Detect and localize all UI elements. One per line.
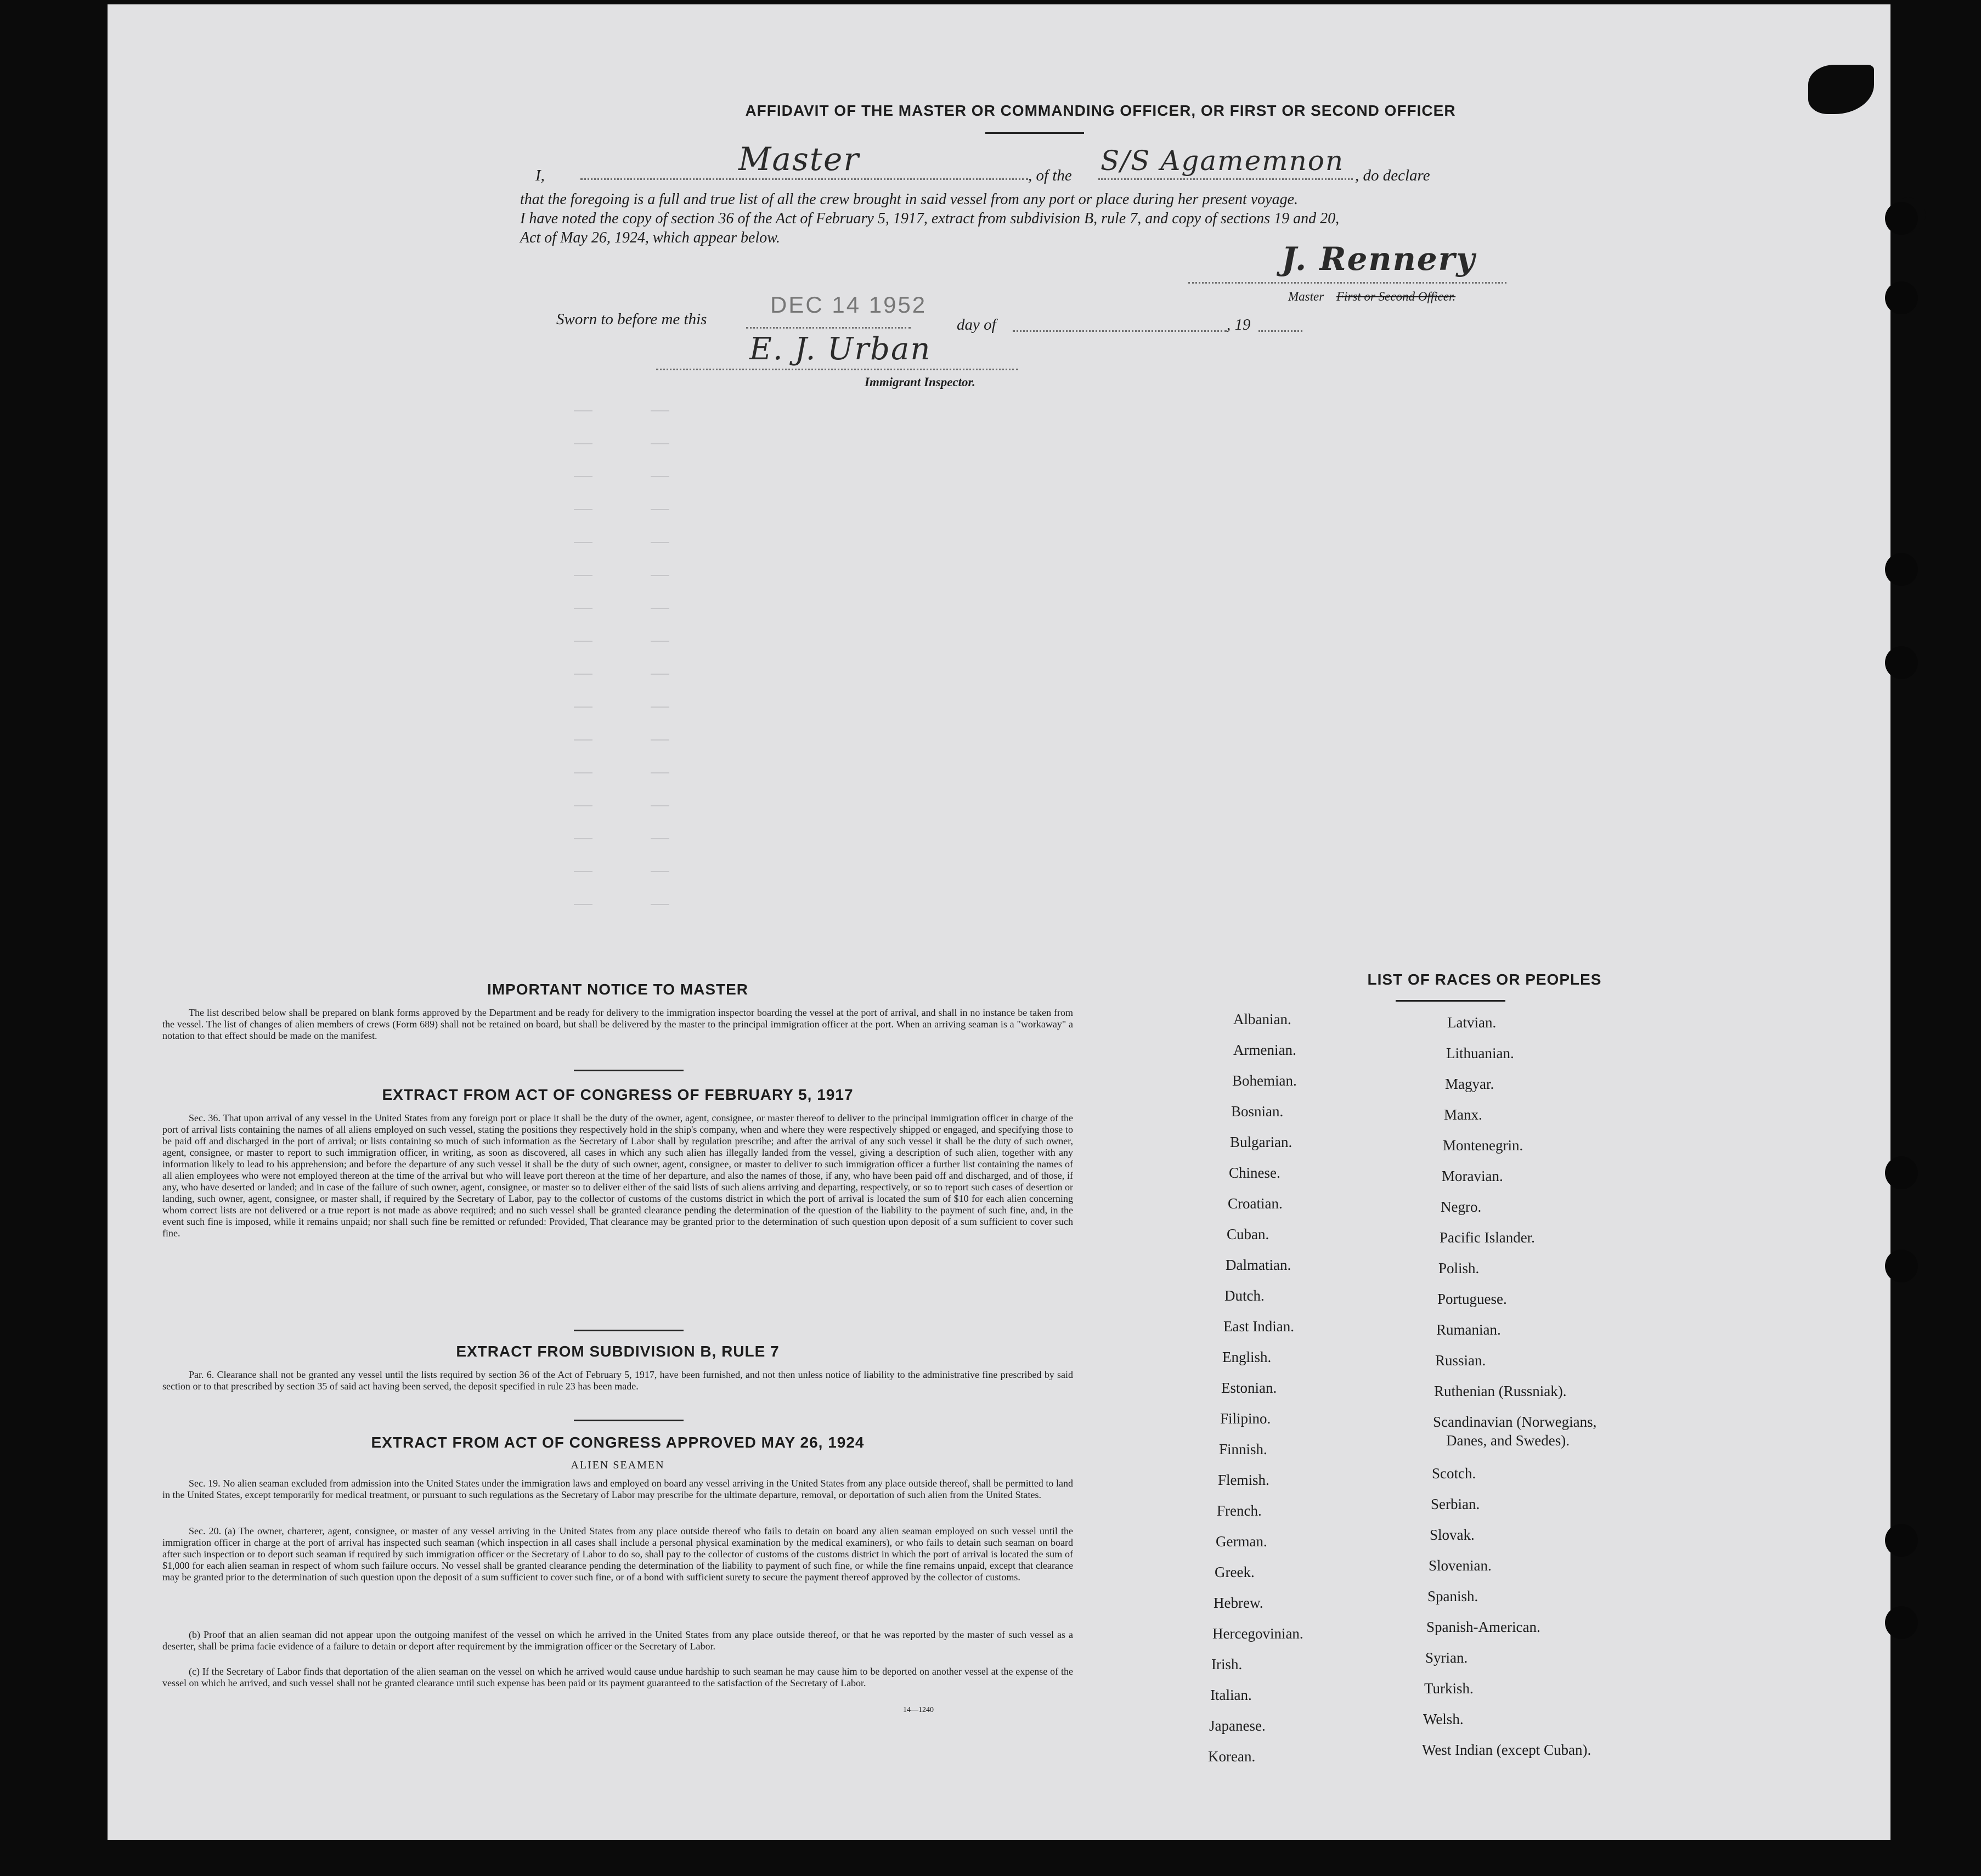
notice-text: The list described below shall be prepared on blank forms approved by the Department and be ready for delivery to the immigration inspector boarding the vessel at the port of arrival, and shall in no instance be taken from the vessel. The list of changes of alien members of crews (Form 689) shall not be retained on board, but shall be delivered by the master to the principal immigration officer at the port. When an arriving seaman is a "workaway" a notation to that effect should be made on the manifest. xyxy=(162,1007,1073,1041)
race-left: German. xyxy=(1216,1533,1267,1550)
affidavit-line3: I have noted the copy of section 36 of the Act of February 5, 1917, extract from subdivision B, rule 7, and copy of sections 19 and 20, xyxy=(520,210,1340,227)
subdivision-rule xyxy=(574,1420,684,1421)
race-left: Finnish. xyxy=(1219,1441,1267,1457)
race-left: Italian. xyxy=(1210,1687,1252,1703)
race-left: Albanian. xyxy=(1233,1011,1291,1027)
sec19-text: Sec. 19. No alien seaman excluded from admission into the United States under the immigration laws and employed on board any vessel arriving in the United States from any place outside thereof, shall be permitted to land in the United States, except temporarily for medical treatment, or pursuant to such regulations as the Secretary of Labor may prescribe for the ultimate departure, removal, or deportation of such alien from the United States. xyxy=(162,1478,1073,1500)
document-page xyxy=(108,4,1890,1840)
sworn-prefix: Sworn to before me this xyxy=(556,310,707,328)
punch-hole xyxy=(1885,1250,1918,1282)
sec20b-text: (b) Proof that an alien seaman did not appear upon the outgoing manifest of the vessel on which he arrived in the United States from any place outside thereof, or that he was reported by the master of such vessel as a deserter, shall be prima facie evidence of a failure to detain or deport after requirement by the immigration officer or the Secretary of Labor. xyxy=(162,1629,1073,1652)
race-right: Russian. xyxy=(1435,1352,1486,1369)
affidavit-line4: Act of May 26, 1924, which appear below. xyxy=(520,229,780,246)
vessel-name-handwritten: S/S Agamemnon xyxy=(1100,145,1345,177)
race-right: Latvian. xyxy=(1447,1014,1497,1031)
extract-1917-rule xyxy=(574,1330,684,1331)
race-right: Ruthenian (Russniak). xyxy=(1434,1383,1567,1399)
sec20a-text: Sec. 20. (a) The owner, charterer, agent, consignee, or master of any vessel arriving in the United States from any place outside thereof who fails to detain on board any alien seaman employed on such vessel until the immigration officer in charge at the port of arrival has inspected such seaman (which inspection in all cases shall include a personal physical examination by the medical examiners), or who fails to detain such seaman on board after such inspection or to deport such seaman if required by such immigration officer or the Secretary of Labor to do so, shall pay to the collector of customs of the customs district in which the port of arrival is located the sum of $1,000 for each alien seaman in respect of whom such failure occurs. No vessel shall be granted clearance pending the determination of the liability to payment of such fine, or while the fine remains unpaid, except that clearance may be granted prior to the determination of such question upon the deposit of a sum sufficient to cover such fine, or of a bond with sufficient surety to secure the payment thereof approved by the collector of customs. xyxy=(162,1525,1073,1583)
punch-hole xyxy=(1885,281,1918,314)
master-signature-line xyxy=(1188,267,1506,284)
race-left: Flemish. xyxy=(1218,1472,1269,1488)
race-left: Cuban. xyxy=(1227,1226,1269,1242)
master-name-handwritten: Master xyxy=(738,140,860,178)
race-left: Filipino. xyxy=(1220,1410,1271,1427)
race-right: Danes, and Swedes). xyxy=(1446,1432,1570,1449)
race-right: Lithuanian. xyxy=(1446,1045,1514,1061)
extract-1917-text: Sec. 36. That upon arrival of any vessel in the United States from any foreign port or place it shall be the duty of the owner, agent, consignee, or master thereof to deliver to the principal immigration officer in charge of the port of arrival lists containing the names of all aliens employed on such vessel, stating the positions they respectively hold in the ship's company, when and where they were respectively shipped or engaged, and specifying those to be paid off and discharged in the port of arrival; or lists containing so much of such information as the Secretary of Labor shall by regulation prescribe; and after the arrival of any such vessel it shall be the duty of such owner, agent, consignee, or master to report to such immigration officer, in writing, as soon as discovered, all cases in which any such alien has illegally landed from the vessel, giving a description of such alien, together with any information likely to lead to his apprehension; and before the departure of any such vessel it shall be the duty of such owner, agent, consignee, or master to deliver to such immigration officer a further list containing the names of all alien employees who were not employed thereon at the time of the arrival but who will leave port thereon at the time of her departure, and also the names of those, if any, who have been paid off and discharged, and of those, if any, who have deserted or landed; and in case of the failure of such owner, agent, consignee, or master so to deliver either of the said lists of such aliens arriving and departing, respectively, or so to report such cases of desertion or landing, such owner, agent, consignee, or master shall, if required by the Secretary of Labor, pay to the collector of customs of the customs district in which the port of arrival is located the sum of $10 for each alien concerning whom correct lists are not delivered or a true report is not made as above required; and no such vessel shall be granted clearance pending the determination of the question of the liability to the payment of such fine, and, in the event such fine is imposed, while it remains unpaid; nor shall such fine be remitted or refunded: Provided, That clearance may be granted prior to the determination of such question upon deposit of a sum sufficient to cover such fine. xyxy=(162,1112,1073,1239)
race-right: Manx. xyxy=(1444,1106,1482,1123)
date-stamp: DEC 14 1952 xyxy=(770,292,927,318)
torn-corner xyxy=(1808,65,1874,114)
races-rule xyxy=(1396,1000,1505,1002)
race-left: Dalmatian. xyxy=(1226,1257,1291,1273)
race-left: Irish. xyxy=(1211,1656,1243,1672)
sworn-year: , 19 xyxy=(1227,316,1251,334)
extract-1924-heading: EXTRACT FROM ACT OF CONGRESS APPROVED MAY 26, 1924 xyxy=(371,1434,865,1451)
race-right: Slovak. xyxy=(1430,1527,1475,1543)
sworn-day-of: day of xyxy=(957,316,996,334)
officer-caption-struck: First or Second Officer. xyxy=(1336,290,1456,303)
race-left: French. xyxy=(1217,1502,1262,1519)
race-left: East Indian. xyxy=(1223,1318,1294,1335)
affidavit-title: AFFIDAVIT OF THE MASTER OR COMMANDING OFFICER, OR FIRST OR SECOND OFFICER xyxy=(745,102,1456,119)
race-right: Magyar. xyxy=(1445,1076,1494,1092)
race-left: Hercegovinian. xyxy=(1212,1625,1303,1642)
race-right: Scandinavian (Norwegians, xyxy=(1433,1414,1597,1430)
race-right: Montenegrin. xyxy=(1443,1137,1523,1154)
race-left: Estonian. xyxy=(1221,1380,1277,1396)
race-right: Rumanian. xyxy=(1436,1321,1501,1338)
inspector-signature: E. J. Urban xyxy=(749,331,932,367)
race-right: Turkish. xyxy=(1424,1680,1474,1697)
title-rule xyxy=(985,132,1084,134)
affidavit-line1-mid: , of the xyxy=(1028,167,1072,184)
master-signature: J. Rennery xyxy=(1282,240,1476,278)
punch-hole xyxy=(1885,553,1918,586)
race-right: Spanish. xyxy=(1427,1588,1478,1604)
bleed-through xyxy=(574,399,1781,981)
race-right: Syrian. xyxy=(1425,1649,1468,1666)
races-heading: LIST OF RACES OR PEOPLES xyxy=(1367,971,1602,988)
punch-hole xyxy=(1885,1156,1918,1189)
race-right: Moravian. xyxy=(1442,1168,1503,1184)
race-left: Bosnian. xyxy=(1231,1103,1284,1120)
race-left: Chinese. xyxy=(1229,1165,1280,1181)
subdivision-text: Par. 6. Clearance shall not be granted any vessel until the lists required by section 36 of the Act of February 5, 1917, have been furnished, and not then unless notice of liability to the administrative fine prescribed by said section or to that prescribed by section 35 of said act having been served, the deposit specified in rule 23 has been made. xyxy=(162,1369,1073,1392)
race-left: English. xyxy=(1222,1349,1272,1365)
race-left: Bulgarian. xyxy=(1230,1134,1293,1150)
affidavit-line1-prefix: I, xyxy=(535,167,545,184)
race-right: Serbian. xyxy=(1431,1496,1480,1512)
notice-heading: IMPORTANT NOTICE TO MASTER xyxy=(487,981,749,998)
race-left: Greek. xyxy=(1215,1564,1255,1580)
race-left: Bohemian. xyxy=(1232,1072,1297,1089)
punch-hole xyxy=(1885,646,1918,679)
notice-rule xyxy=(574,1070,684,1071)
sworn-year-field xyxy=(1258,318,1302,332)
race-right: Portuguese. xyxy=(1437,1291,1507,1307)
sworn-month-field xyxy=(1013,312,1227,332)
race-right: Pacific Islander. xyxy=(1440,1229,1535,1246)
alien-seamen-subheading: ALIEN SEAMEN xyxy=(571,1459,665,1471)
affidavit-line1-suffix: , do declare xyxy=(1355,167,1430,184)
race-right: West Indian (except Cuban). xyxy=(1422,1742,1591,1758)
race-left: Armenian. xyxy=(1233,1042,1296,1058)
punch-hole xyxy=(1885,1524,1918,1557)
race-left: Korean. xyxy=(1208,1748,1256,1765)
race-right: Welsh. xyxy=(1423,1711,1464,1727)
form-number: 14—1240 xyxy=(903,1706,934,1714)
subdivision-heading: EXTRACT FROM SUBDIVISION B, RULE 7 xyxy=(456,1343,780,1360)
master-caption: Master xyxy=(1288,290,1324,303)
race-right: Slovenian. xyxy=(1429,1557,1492,1574)
race-left: Dutch. xyxy=(1224,1287,1265,1304)
race-right: Scotch. xyxy=(1432,1465,1476,1482)
affidavit-line2: that the foregoing is a full and true list of all the crew brought in said vessel from any port or place during her present voyage. xyxy=(520,191,1299,208)
race-right: Spanish-American. xyxy=(1426,1619,1540,1635)
inspector-caption: Immigrant Inspector. xyxy=(865,375,975,389)
inspector-signature-line xyxy=(656,350,1018,370)
race-left: Japanese. xyxy=(1209,1717,1266,1734)
race-left: Hebrew. xyxy=(1214,1595,1263,1611)
extract-1917-heading: EXTRACT FROM ACT OF CONGRESS OF FEBRUARY 5, 1917 xyxy=(382,1086,854,1103)
race-left: Croatian. xyxy=(1228,1195,1283,1212)
sec20c-text: (c) If the Secretary of Labor finds that deportation of the alien seaman on the vessel on which he arrived would cause undue hardship to such seaman he may cause him to be deported on another vessel at the expense of the vessel on which he arrived, and such vessel shall not be granted clearance until such expense has been paid or its payment guaranteed to the satisfaction of the Secretary of Labor. xyxy=(162,1666,1073,1688)
race-right: Polish. xyxy=(1438,1260,1480,1276)
punch-hole xyxy=(1885,1606,1918,1639)
punch-hole xyxy=(1885,202,1918,235)
race-right: Negro. xyxy=(1441,1199,1482,1215)
